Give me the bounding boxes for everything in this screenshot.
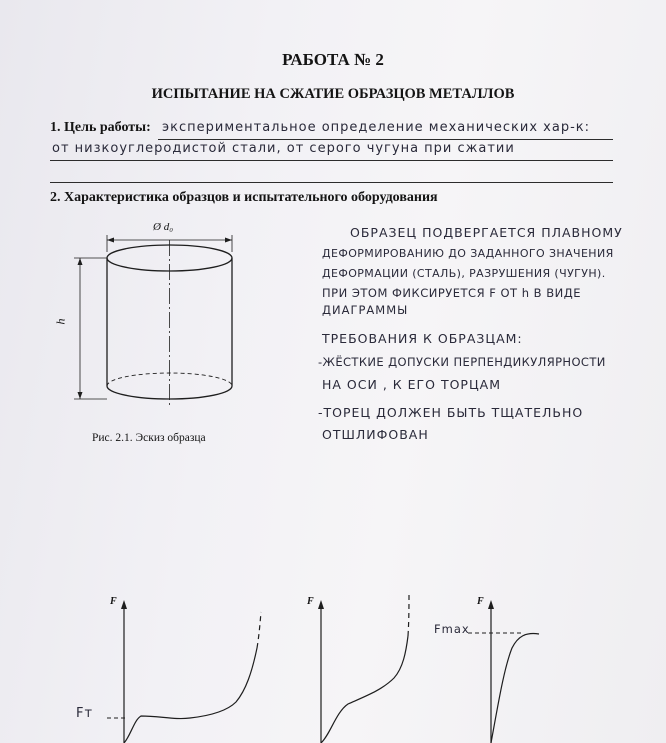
fmax-label: Fmax bbox=[434, 622, 470, 636]
section2-heading: 2. Характеристика образцов и испытательного оборудования bbox=[50, 190, 438, 205]
diagram2-curve bbox=[321, 636, 408, 743]
requirement-1: -ЖЁСТКИЕ ДОПУСКИ ПЕРПЕНДИКУЛЯРНОСТИ bbox=[318, 355, 606, 369]
requirements-heading: ТРЕБОВАНИЯ К ОБРАЗЦАМ: bbox=[322, 331, 523, 346]
note-line-5: ДИАГРАММЫ bbox=[322, 303, 409, 317]
diameter-label: Ø d₀ bbox=[153, 221, 174, 233]
diagram2-axis-label: F bbox=[307, 596, 314, 607]
requirement-1-cont: НА ОСИ , К ЕГО ТОРЦАМ bbox=[322, 377, 501, 392]
goal-line-1: экспериментальное определение механических хар-к: bbox=[162, 120, 591, 135]
note-line-3: ДЕФОРМАЦИИ (СТАЛЬ), РАЗРУШЕНИЯ (ЧУГУН). bbox=[322, 267, 606, 280]
diagram1-curve bbox=[124, 648, 257, 743]
goal-line-2: от низкоуглеродистой стали, от серого чугуна при сжатии bbox=[52, 141, 515, 156]
diagram3-axis-label: F bbox=[477, 596, 484, 607]
note-line-1: ОБРАЗЕЦ ПОДВЕРГАЕТСЯ ПЛАВНОМУ bbox=[350, 225, 623, 240]
figure-caption: Рис. 2.1. Эскиз образца bbox=[92, 432, 206, 444]
height-label: h bbox=[53, 318, 68, 325]
requirement-2: -ТОРЕЦ ДОЛЖЕН БЫТЬ ТЩАТЕЛЬНО bbox=[318, 405, 584, 420]
requirement-2-cont: ОТШЛИФОВАН bbox=[322, 427, 429, 442]
diagram1-axis-label: F bbox=[110, 596, 117, 607]
work-subtitle: ИСПЫТАНИЕ НА СЖАТИЕ ОБРАЗЦОВ МЕТАЛЛОВ bbox=[151, 86, 515, 102]
ft-label: Fт bbox=[76, 706, 94, 721]
goal-label: 1. Цель работы: bbox=[50, 120, 151, 135]
diagram3-curve bbox=[491, 634, 539, 743]
work-title: РАБОТА № 2 bbox=[282, 50, 384, 69]
load-diagrams bbox=[107, 592, 539, 743]
note-line-2: ДЕФОРМИРОВАНИЮ ДО ЗАДАННОГО ЗНАЧЕНИЯ bbox=[322, 247, 614, 260]
note-line-4: ПРИ ЭТОМ ФИКСИРУЕТСЯ F ОТ h В ВИДЕ bbox=[322, 286, 581, 300]
